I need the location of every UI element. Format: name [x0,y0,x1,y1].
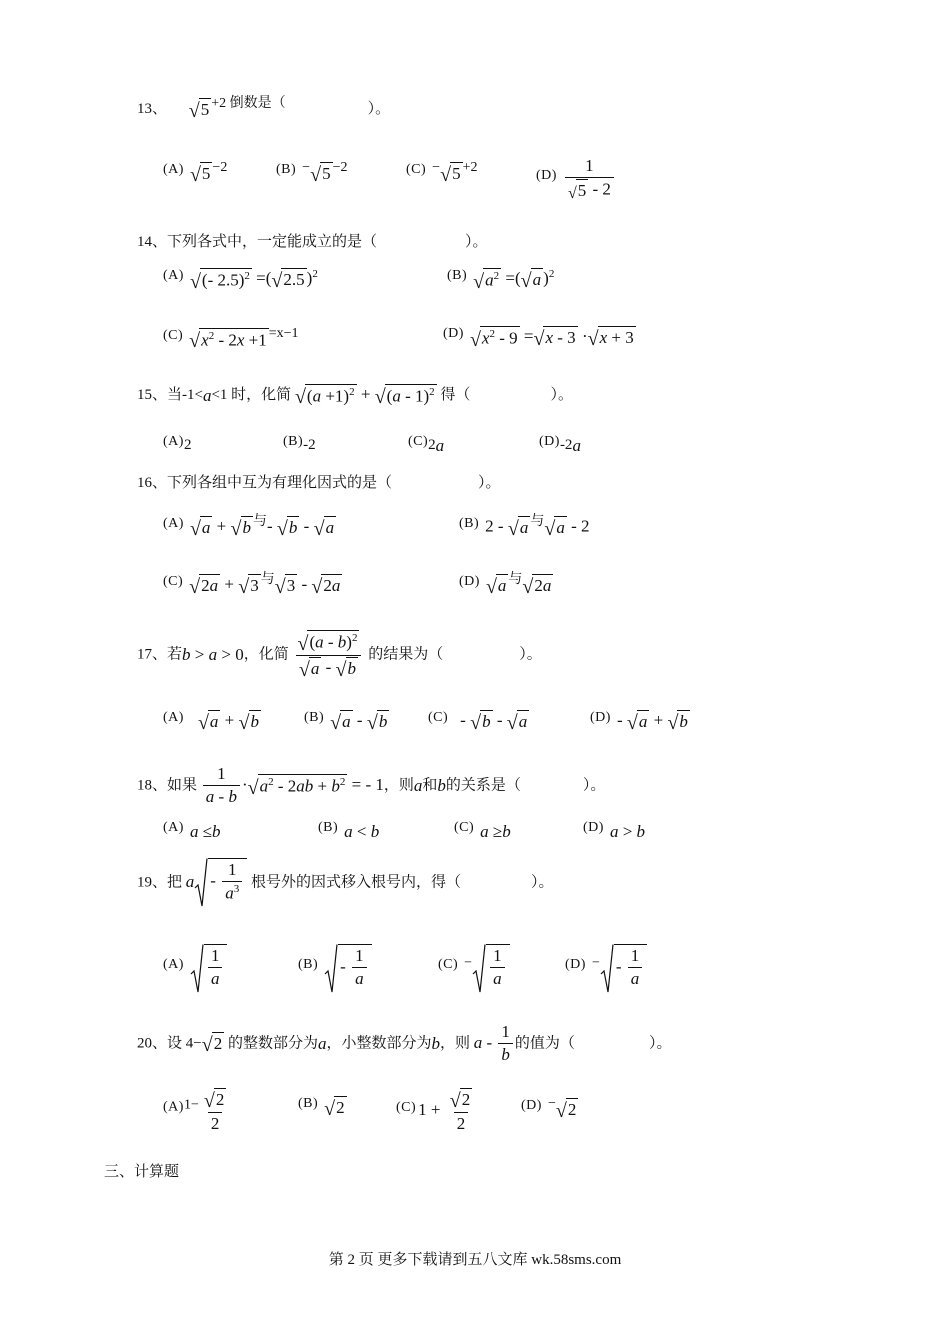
q14-text: 14、下列各式中，一定能成立的是（ [137,234,378,250]
q13-option-d: (D) $\frac{1}{√5 - 2}$ [536,156,616,202]
q15-option-a [163,434,191,454]
option-label: (C) [406,162,427,177]
q17-option-a: (A) √a + √b [163,710,259,735]
q15-blank-end: ）。 [550,387,573,403]
q16-option-d: (D) √a 与√2a [459,572,552,599]
q19-option-d: (D) − - $\frac{1}{a}$ [565,944,647,994]
option-label: (A) [163,516,184,531]
q20-text-mid1: 的整数部分为 [227,1035,318,1052]
question-15: 15、当-1<a<1 时，化简 $√(a +1)^2 + √(a - 1)^2$ 得（ ）。 [137,384,573,409]
q18-expression: $\frac{1}{a - b}$ $\cdot√a^2 - 2ab + b^2$ = - 1 [201,764,384,808]
option-label: (A) [163,268,184,284]
q15-option-b-value: -2 [303,437,316,453]
question-18: 18、如果 $\frac{1}{a - b}$ $\cdot√a^2 - 2ab + b^2$ = - 1，则a和b的关系是（ ）。 [137,764,606,807]
q15-option-d-value: -2 [559,437,573,453]
q13-option-c: (C) −√5 +2 [406,160,478,187]
q18-option-c: (C) a ≥b [454,820,511,841]
option-label: (B) [298,957,319,973]
connector-text: 与 [530,514,545,529]
option-label: (C) [408,434,429,449]
q17-fraction: $\frac{√(a - b)^2}{√a - √b}$ [292,630,364,680]
q17-text-after: 的结果为（ [368,646,444,663]
q15-option-c: (C)2a [408,434,445,455]
q15-option-b [283,434,316,454]
question-16 [137,471,501,492]
option-label: (B) [298,1096,319,1111]
option-label: (D) [539,434,560,449]
q18-option-a: (A) a ≤b [163,820,221,841]
page-footer: 第 2 页 更多下载请到五八文库 wk.58sms.com [328,1252,622,1268]
q18-blank-end: ）。 [582,777,606,794]
q16-option-a: (A) √a + √b 与- √b - √a [163,514,335,541]
q13-expression: √5 [188,100,210,123]
option-label: (C) [454,820,475,835]
q19-text-after: 根号外的因式移入根号内，得（ [250,874,461,891]
q18-text-before: 18、如果 [137,777,198,794]
q16-text: 16、下列各组中互为有理化因式的是（ [137,475,393,491]
connector-text: 与 [253,514,267,529]
option-label: (D) [590,710,611,725]
q20-option-c: (C) 1 + $\frac{√2}{2}$ [396,1090,471,1133]
q14-option-a: (A) √(- 2.5)$^2$ =(√2.5 )$^2$ [163,268,318,293]
option-label: (A) [163,434,184,449]
q15-option-c-value: 2 [428,437,436,453]
q17-text-before: 17、若 [137,646,183,663]
question-19 [137,858,553,908]
q18-option-b: (B) a < b [318,820,380,841]
q20-text-after: 的值为（ [514,1035,575,1052]
q13-option-a: (A) √5 −2 [163,160,228,187]
q13-number: 13、 [137,101,168,117]
q18-text-mid: ，则 [383,777,414,794]
q20-text-before: 20、设 4− [137,1035,202,1052]
q19-text-before: 19、把 [137,874,183,891]
q17-text-mid: ，化简 [243,646,289,663]
q19-option-b: (B) - $\frac{1}{a}$ [298,944,372,994]
q20-text-mid2: ，小整数部分为 [326,1035,432,1052]
q20-option-d: (D) −√2 [521,1096,577,1123]
section-title: 三、计算题 [104,1164,180,1180]
option-label: (B) [459,516,480,531]
q17-option-c: (C) - √b - √a [428,710,528,735]
q17-option-b: (B) √a - √b [304,710,388,735]
option-label: (C) [396,1099,417,1115]
q15-option-d: (D)-2a [539,434,581,455]
question-20: 20、设 4−√2 的整数部分为a，小整数部分为b，则 a - $\frac{1}{b}$ 的值为（ ）。 [137,1022,672,1065]
option-label: (D) [459,574,480,589]
question-17: 17、若b > a > 0，化简 $\frac{√(a - b)^2}{√a - √b}$ 的结果为（ ）。 [137,632,542,681]
q14-option-d: (D) $√x^2 - 9 =√x - 3 \cdot√x + 3$ [443,326,634,351]
q16-blank-end: ）。 [478,475,501,491]
q20-option-a: (A)1− $\frac{√2}{2}$ [163,1090,225,1133]
q20-blank-end: ）。 [648,1035,672,1052]
q17-option-d: (D) - √a + √b [590,710,688,735]
connector-text: 与 [260,572,275,587]
option-label: (A) [163,1099,184,1115]
question-14 [137,230,488,251]
connector-text: 与 [508,572,523,587]
option-label: (A) [163,162,184,177]
q19-option-a: (A) $\frac{1}{a}$ [163,944,227,994]
option-label: (D) [583,820,604,835]
q15-option-a-value: 2 [183,437,192,453]
option-label: (B) [447,268,468,284]
q15-text-mid: <1 时，化简 [211,387,292,403]
option-label: (D) [536,167,557,183]
q15-text-after: 得（ [440,387,471,403]
option-label: (C) [163,328,184,343]
q13-blank-end: ）。 [367,101,391,117]
q18-text-he: 和 [422,777,438,794]
q16-option-b: (B) 2 - √a 与√a - 2 [459,514,590,541]
option-label: (B) [276,162,297,177]
option-label: (B) [283,434,304,449]
option-label: (D) [565,957,586,973]
option-label: (B) [318,820,339,835]
option-label: (C) [428,710,449,725]
q19-blank-end: ）。 [530,874,554,891]
option-label: (A) [163,710,184,725]
q13-text: +2 倒数是（ [211,96,286,111]
option-label: (C) [163,574,184,589]
q16-option-c: (C) √2a + √3 与√3 - √2a [163,572,341,599]
q17-blank-end: ）。 [519,646,542,663]
q14-option-c: (C) $√x^2 - 2x +1 =x-1$ [163,326,299,353]
option-label: (C) [438,957,459,973]
option-label: (D) [521,1098,542,1113]
q14-blank-end: ）。 [465,234,488,250]
option-label: (A) [163,957,184,973]
q19-expression: a - $\frac{1}{a^3}$ [186,858,247,908]
option-label: (D) [443,326,464,342]
q20-option-b: (B) √2 [298,1096,345,1121]
q20-text-mid3: ，则 [439,1035,470,1052]
question-13 [137,92,390,121]
q18-text-after: 的关系是（ [445,777,521,794]
q15-text-before: 15、当-1< [137,387,203,403]
option-label: (A) [163,820,184,835]
q18-option-d: (D) a > b [583,820,646,841]
q14-option-b: (B) $√a^2 =(√a$ )$^2$ [447,268,555,293]
q19-option-c: (C) − $\frac{1}{a}$ [438,944,510,994]
option-label: (B) [304,710,325,725]
q13-option-b: (B) −√5 −2 [276,160,348,187]
